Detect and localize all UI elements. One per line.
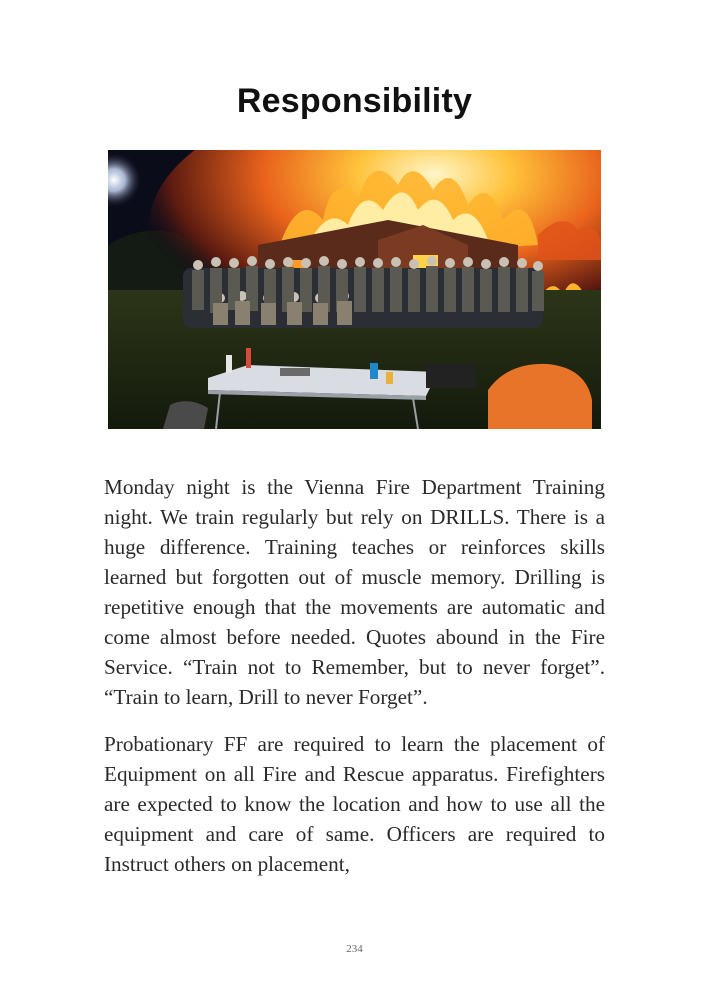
paragraph-2: Probationary FF are required to learn the placement of Equipment on all Fire and Rescue apparatus. Firefighters are expected to know the location and how to use all the equipment and care of same. Officers are required to Instruct others on placement, — [104, 732, 605, 876]
burning-house-photo — [108, 150, 601, 429]
page-number: 234 — [346, 943, 363, 955]
page-title: Responsibility — [236, 82, 473, 120]
paragraph-1: Monday night is the Vienna Fire Department Training night. We train regularly but rely on DRILLS. There is a huge difference. Training teaches or reinforces skills learned but forgotten out of muscle memory. Drilling is repetitive enough that the movements are automatic and come almost before needed. Quotes abound in the Fire Service. “Train not to Remember, but to never forget”. “Train to learn, Drill to never Forget”. — [104, 475, 605, 709]
body-text — [104, 472, 605, 896]
training-photo — [108, 150, 601, 429]
